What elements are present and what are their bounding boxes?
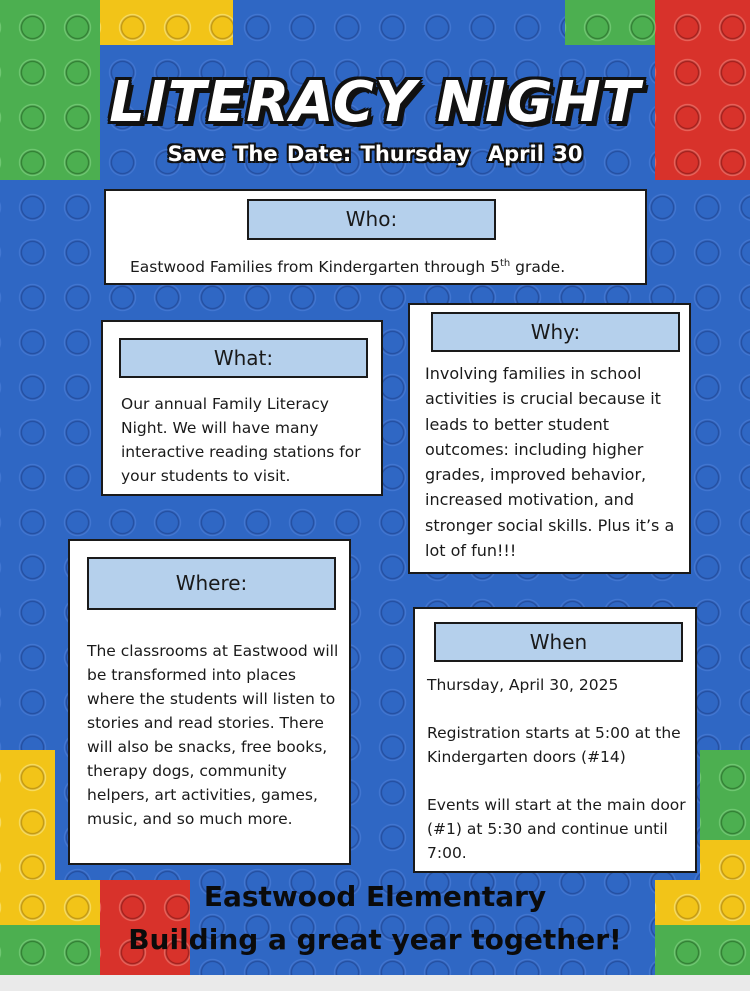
save-the-date-label: Save The Date: Thursday (167, 142, 470, 166)
save-the-date (0, 142, 750, 166)
what-text: Our annual Family Literacy Night. We will have many interactive reading stations for your students to visit. (121, 395, 361, 485)
when-date-line: Thursday, April 30, 2025 (427, 676, 619, 694)
when-registration: Registration starts at 5:00 at the Kindergarten doors (#14) (427, 724, 681, 766)
lego-brick-green-top-right (565, 0, 655, 45)
lego-brick-green-bottom-right (700, 750, 750, 840)
when-card (413, 607, 697, 873)
who-text-end: grade. (510, 258, 566, 277)
lego-brick-yellow-top (100, 0, 233, 45)
who-text-main: Eastwood Families from Kindergarten through 5 (130, 258, 500, 277)
poster-title: LITERACY NIGHT (109, 70, 641, 135)
who-text (130, 252, 630, 279)
why-card (408, 303, 691, 574)
what-card (101, 320, 383, 496)
event-date: April 30 (487, 142, 583, 166)
who-heading: Who: (247, 199, 496, 240)
where-text: The classrooms at Eastwood will be transformed into places where the students will listen to stories and read stories. There will also be snacks, free books, therapy dogs, community helpers, art activities, games, music, and so much more. (87, 642, 339, 828)
when-events: Events will start at the main door (#1) at 5:30 and continue until 7:00. (427, 796, 686, 862)
why-heading: Why: (431, 312, 680, 352)
school-name: Eastwood Elementary (203, 880, 547, 913)
who-text-superscript: th (499, 258, 511, 269)
where-card (68, 539, 351, 865)
what-heading: What: (119, 338, 368, 378)
why-text: Involving families in school activities is crucial because it leads to better student outcomes: including higher grades, improved behavior, increased motivation, and stronger social skills. Plus it’s a lot of fun!!! (425, 364, 675, 561)
tagline: Building a great year together! (128, 923, 622, 956)
who-card (104, 189, 647, 285)
where-heading: Where: (87, 557, 336, 610)
when-heading: When (434, 622, 683, 662)
when-text (427, 673, 689, 865)
